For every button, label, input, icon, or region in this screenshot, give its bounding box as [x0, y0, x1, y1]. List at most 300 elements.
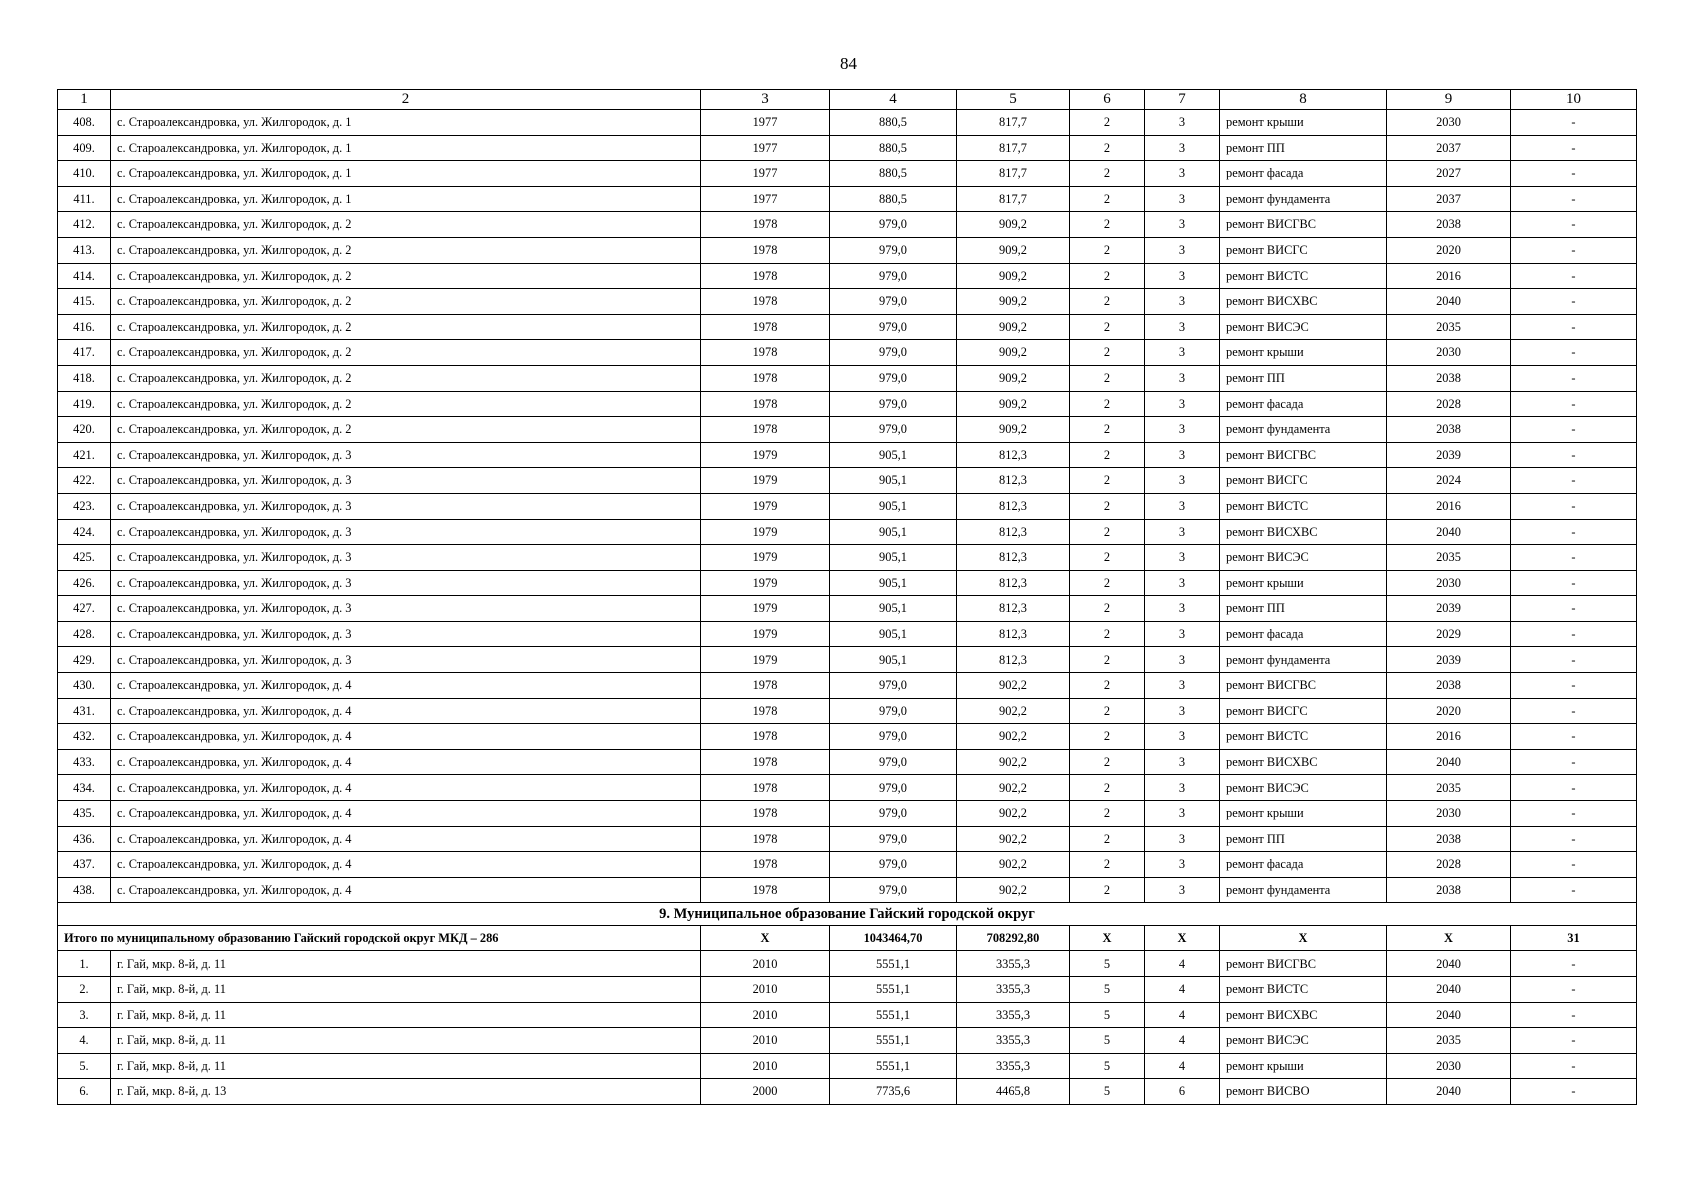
floors-cell: 2	[1070, 289, 1145, 315]
row-number: 1.	[58, 951, 111, 977]
year-planned-cell: 2040	[1387, 1002, 1511, 1028]
year-planned-cell: 2016	[1387, 493, 1511, 519]
year-planned-cell: 2024	[1387, 468, 1511, 494]
total-area-cell: 880,5	[830, 110, 957, 136]
year-cell: 1979	[701, 493, 830, 519]
floors-cell: 2	[1070, 698, 1145, 724]
row-number: 421.	[58, 442, 111, 468]
note-cell: -	[1511, 596, 1637, 622]
living-area-cell: 902,2	[957, 673, 1070, 699]
work-type-cell: ремонт фундамента	[1220, 186, 1387, 212]
living-area-cell: 817,7	[957, 110, 1070, 136]
year-cell: 1979	[701, 621, 830, 647]
living-area-cell: 902,2	[957, 775, 1070, 801]
year-planned-cell: 2040	[1387, 1079, 1511, 1105]
total-area-cell: 880,5	[830, 135, 957, 161]
year-planned-cell: 2030	[1387, 1053, 1511, 1079]
year-cell: 1979	[701, 647, 830, 673]
note-cell: -	[1511, 877, 1637, 903]
note-cell: -	[1511, 826, 1637, 852]
year-planned-cell: 2040	[1387, 977, 1511, 1003]
year-cell: 2000	[701, 1079, 830, 1105]
living-area-cell: 902,2	[957, 801, 1070, 827]
row-number: 5.	[58, 1053, 111, 1079]
row-number: 422.	[58, 468, 111, 494]
table-row	[58, 1079, 1637, 1105]
note-cell: -	[1511, 673, 1637, 699]
work-type-cell: ремонт ВИСЭС	[1220, 775, 1387, 801]
entrances-cell: 3	[1145, 519, 1220, 545]
note-cell: -	[1511, 340, 1637, 366]
note-cell: -	[1511, 951, 1637, 977]
work-type-cell: ремонт крыши	[1220, 801, 1387, 827]
work-type-cell: ремонт ВИСЭС	[1220, 314, 1387, 340]
total-cell: 31	[1511, 926, 1637, 951]
row-number: 432.	[58, 724, 111, 750]
floors-cell: 2	[1070, 468, 1145, 494]
year-planned-cell: 2039	[1387, 442, 1511, 468]
year-planned-cell: 2037	[1387, 186, 1511, 212]
total-area-cell: 979,0	[830, 775, 957, 801]
total-area-cell: 979,0	[830, 749, 957, 775]
column-header: 2	[111, 90, 701, 110]
entrances-cell: 3	[1145, 698, 1220, 724]
table-row	[58, 340, 1637, 366]
note-cell: -	[1511, 442, 1637, 468]
address-cell: с. Староалександровка, ул. Жилгородок, д. 4	[111, 673, 701, 699]
row-number: 413.	[58, 237, 111, 263]
work-type-cell: ремонт фундамента	[1220, 417, 1387, 443]
table-row	[58, 519, 1637, 545]
total-area-cell: 979,0	[830, 417, 957, 443]
address-cell: с. Староалександровка, ул. Жилгородок, д. 3	[111, 442, 701, 468]
entrances-cell: 3	[1145, 417, 1220, 443]
work-type-cell: ремонт крыши	[1220, 110, 1387, 136]
year-planned-cell: 2035	[1387, 314, 1511, 340]
row-number: 410.	[58, 161, 111, 187]
table-row	[58, 1002, 1637, 1028]
year-cell: 1979	[701, 570, 830, 596]
note-cell: -	[1511, 519, 1637, 545]
total-area-cell: 979,0	[830, 263, 957, 289]
row-number: 2.	[58, 977, 111, 1003]
floors-cell: 5	[1070, 951, 1145, 977]
work-type-cell: ремонт ВИСТС	[1220, 493, 1387, 519]
address-cell: г. Гай, мкр. 8-й, д. 11	[111, 951, 701, 977]
column-header: 9	[1387, 90, 1511, 110]
floors-cell: 2	[1070, 340, 1145, 366]
address-cell: с. Староалександровка, ул. Жилгородок, д. 2	[111, 237, 701, 263]
living-area-cell: 812,3	[957, 442, 1070, 468]
table-row	[58, 468, 1637, 494]
column-header: 8	[1220, 90, 1387, 110]
column-header: 6	[1070, 90, 1145, 110]
section-title: 9. Муниципальное образование Гайский городской округ	[58, 903, 1637, 926]
year-cell: 1978	[701, 673, 830, 699]
work-type-cell: ремонт ВИСГВС	[1220, 951, 1387, 977]
floors-cell: 2	[1070, 110, 1145, 136]
address-cell: с. Староалександровка, ул. Жилгородок, д. 4	[111, 698, 701, 724]
work-type-cell: ремонт ВИСГВС	[1220, 673, 1387, 699]
note-cell: -	[1511, 263, 1637, 289]
floors-cell: 5	[1070, 977, 1145, 1003]
work-type-cell: ремонт ВИСЭС	[1220, 1028, 1387, 1054]
table-row	[58, 493, 1637, 519]
floors-cell: 2	[1070, 647, 1145, 673]
note-cell: -	[1511, 801, 1637, 827]
entrances-cell: 3	[1145, 775, 1220, 801]
floors-cell: 2	[1070, 724, 1145, 750]
year-cell: 1978	[701, 340, 830, 366]
year-planned-cell: 2040	[1387, 289, 1511, 315]
total-area-cell: 905,1	[830, 442, 957, 468]
floors-cell: 2	[1070, 775, 1145, 801]
work-type-cell: ремонт ВИСТС	[1220, 263, 1387, 289]
total-area-cell: 905,1	[830, 621, 957, 647]
work-type-cell: ремонт крыши	[1220, 570, 1387, 596]
living-area-cell: 909,2	[957, 365, 1070, 391]
work-type-cell: ремонт крыши	[1220, 340, 1387, 366]
note-cell: -	[1511, 314, 1637, 340]
row-number: 430.	[58, 673, 111, 699]
total-area-cell: 905,1	[830, 468, 957, 494]
table-row	[58, 826, 1637, 852]
table-row	[58, 775, 1637, 801]
work-type-cell: ремонт фасада	[1220, 621, 1387, 647]
work-type-cell: ремонт ВИСГС	[1220, 698, 1387, 724]
section-heading-group	[58, 903, 1637, 951]
living-area-cell: 902,2	[957, 749, 1070, 775]
note-cell: -	[1511, 212, 1637, 238]
total-area-cell: 5551,1	[830, 1028, 957, 1054]
note-cell: -	[1511, 468, 1637, 494]
year-planned-cell: 2038	[1387, 826, 1511, 852]
table-row	[58, 698, 1637, 724]
living-area-cell: 909,2	[957, 391, 1070, 417]
address-cell: с. Староалександровка, ул. Жилгородок, д. 4	[111, 826, 701, 852]
table-row	[58, 545, 1637, 571]
row-number: 414.	[58, 263, 111, 289]
year-cell: 1978	[701, 698, 830, 724]
entrances-cell: 3	[1145, 647, 1220, 673]
living-area-cell: 909,2	[957, 314, 1070, 340]
living-area-cell: 909,2	[957, 289, 1070, 315]
floors-cell: 2	[1070, 135, 1145, 161]
table-row	[58, 724, 1637, 750]
entrances-cell: 3	[1145, 365, 1220, 391]
total-area-cell: 5551,1	[830, 951, 957, 977]
note-cell: -	[1511, 135, 1637, 161]
table-row	[58, 186, 1637, 212]
note-cell: -	[1511, 570, 1637, 596]
note-cell: -	[1511, 186, 1637, 212]
living-area-cell: 902,2	[957, 826, 1070, 852]
column-header: 10	[1511, 90, 1637, 110]
row-number: 3.	[58, 1002, 111, 1028]
total-area-cell: 979,0	[830, 877, 957, 903]
address-cell: с. Староалександровка, ул. Жилгородок, д. 1	[111, 161, 701, 187]
entrances-cell: 3	[1145, 340, 1220, 366]
floors-cell: 5	[1070, 1028, 1145, 1054]
year-cell: 1978	[701, 877, 830, 903]
total-area-cell: 5551,1	[830, 1053, 957, 1079]
table-row	[58, 391, 1637, 417]
year-cell: 1978	[701, 724, 830, 750]
year-cell: 1978	[701, 749, 830, 775]
floors-cell: 5	[1070, 1002, 1145, 1028]
living-area-cell: 909,2	[957, 340, 1070, 366]
year-cell: 1978	[701, 237, 830, 263]
table-row	[58, 951, 1637, 977]
address-cell: с. Староалександровка, ул. Жилгородок, д. 3	[111, 596, 701, 622]
year-planned-cell: 2038	[1387, 212, 1511, 238]
row-number: 436.	[58, 826, 111, 852]
living-area-cell: 812,3	[957, 596, 1070, 622]
table-row	[58, 621, 1637, 647]
floors-cell: 2	[1070, 852, 1145, 878]
entrances-cell: 4	[1145, 1053, 1220, 1079]
work-type-cell: ремонт ПП	[1220, 826, 1387, 852]
rows-section-8	[58, 110, 1637, 903]
entrances-cell: 3	[1145, 801, 1220, 827]
entrances-cell: 3	[1145, 186, 1220, 212]
address-cell: г. Гай, мкр. 8-й, д. 13	[111, 1079, 701, 1105]
entrances-cell: 3	[1145, 570, 1220, 596]
year-planned-cell: 2038	[1387, 417, 1511, 443]
work-type-cell: ремонт ВИСХВС	[1220, 749, 1387, 775]
year-cell: 2010	[701, 1028, 830, 1054]
year-cell: 1977	[701, 135, 830, 161]
year-planned-cell: 2039	[1387, 647, 1511, 673]
total-row	[58, 926, 1637, 951]
living-area-cell: 909,2	[957, 212, 1070, 238]
entrances-cell: 3	[1145, 621, 1220, 647]
total-area-cell: 979,0	[830, 391, 957, 417]
floors-cell: 2	[1070, 673, 1145, 699]
living-area-cell: 812,3	[957, 570, 1070, 596]
year-cell: 2010	[701, 1002, 830, 1028]
address-cell: с. Староалександровка, ул. Жилгородок, д. 2	[111, 391, 701, 417]
total-area-cell: 979,0	[830, 826, 957, 852]
year-planned-cell: 2016	[1387, 724, 1511, 750]
year-cell: 1978	[701, 365, 830, 391]
table-row	[58, 442, 1637, 468]
entrances-cell: 3	[1145, 391, 1220, 417]
work-type-cell: ремонт ПП	[1220, 365, 1387, 391]
year-cell: 1979	[701, 442, 830, 468]
address-cell: с. Староалександровка, ул. Жилгородок, д. 4	[111, 749, 701, 775]
column-header: 3	[701, 90, 830, 110]
year-cell: 1978	[701, 391, 830, 417]
entrances-cell: 3	[1145, 135, 1220, 161]
work-type-cell: ремонт крыши	[1220, 1053, 1387, 1079]
floors-cell: 2	[1070, 801, 1145, 827]
row-number: 438.	[58, 877, 111, 903]
year-planned-cell: 2035	[1387, 1028, 1511, 1054]
entrances-cell: 3	[1145, 724, 1220, 750]
total-area-cell: 5551,1	[830, 977, 957, 1003]
floors-cell: 2	[1070, 877, 1145, 903]
address-cell: с. Староалександровка, ул. Жилгородок, д. 4	[111, 801, 701, 827]
year-planned-cell: 2020	[1387, 237, 1511, 263]
floors-cell: 2	[1070, 263, 1145, 289]
living-area-cell: 812,3	[957, 545, 1070, 571]
living-area-cell: 817,7	[957, 186, 1070, 212]
living-area-cell: 909,2	[957, 417, 1070, 443]
row-number: 412.	[58, 212, 111, 238]
year-cell: 2010	[701, 977, 830, 1003]
row-number: 417.	[58, 340, 111, 366]
work-type-cell: ремонт фасада	[1220, 161, 1387, 187]
address-cell: с. Староалександровка, ул. Жилгородок, д. 4	[111, 852, 701, 878]
floors-cell: 2	[1070, 237, 1145, 263]
address-cell: с. Староалександровка, ул. Жилгородок, д. 3	[111, 493, 701, 519]
entrances-cell: 4	[1145, 951, 1220, 977]
year-cell: 1978	[701, 263, 830, 289]
table-row	[58, 212, 1637, 238]
floors-cell: 2	[1070, 519, 1145, 545]
row-number: 431.	[58, 698, 111, 724]
table-row	[58, 135, 1637, 161]
living-area-cell: 909,2	[957, 263, 1070, 289]
year-cell: 2010	[701, 1053, 830, 1079]
total-label: Итого по муниципальному образованию Гайский городской округ МКД – 286	[58, 926, 701, 951]
address-cell: с. Староалександровка, ул. Жилгородок, д. 2	[111, 340, 701, 366]
work-type-cell: ремонт ПП	[1220, 596, 1387, 622]
year-planned-cell: 2029	[1387, 621, 1511, 647]
living-area-cell: 817,7	[957, 161, 1070, 187]
work-type-cell: ремонт ВИСГС	[1220, 237, 1387, 263]
total-cell: X	[1220, 926, 1387, 951]
row-number: 408.	[58, 110, 111, 136]
note-cell: -	[1511, 417, 1637, 443]
floors-cell: 2	[1070, 161, 1145, 187]
address-cell: с. Староалександровка, ул. Жилгородок, д. 4	[111, 724, 701, 750]
year-cell: 1979	[701, 468, 830, 494]
table-row	[58, 673, 1637, 699]
address-cell: с. Староалександровка, ул. Жилгородок, д. 1	[111, 110, 701, 136]
row-number: 416.	[58, 314, 111, 340]
row-number: 411.	[58, 186, 111, 212]
floors-cell: 2	[1070, 545, 1145, 571]
entrances-cell: 3	[1145, 314, 1220, 340]
row-number: 409.	[58, 135, 111, 161]
section-heading-row	[58, 903, 1637, 926]
entrances-cell: 3	[1145, 826, 1220, 852]
total-cell: X	[1387, 926, 1511, 951]
column-header: 1	[58, 90, 111, 110]
living-area-cell: 902,2	[957, 724, 1070, 750]
floors-cell: 2	[1070, 596, 1145, 622]
total-area-cell: 979,0	[830, 340, 957, 366]
entrances-cell: 3	[1145, 212, 1220, 238]
living-area-cell: 812,3	[957, 621, 1070, 647]
row-number: 435.	[58, 801, 111, 827]
floors-cell: 2	[1070, 186, 1145, 212]
year-cell: 1978	[701, 289, 830, 315]
entrances-cell: 3	[1145, 545, 1220, 571]
row-number: 424.	[58, 519, 111, 545]
floors-cell: 2	[1070, 621, 1145, 647]
entrances-cell: 3	[1145, 852, 1220, 878]
year-cell: 1977	[701, 110, 830, 136]
total-cell: X	[1145, 926, 1220, 951]
table-row	[58, 161, 1637, 187]
row-number: 418.	[58, 365, 111, 391]
entrances-cell: 3	[1145, 161, 1220, 187]
year-cell: 1979	[701, 596, 830, 622]
note-cell: -	[1511, 365, 1637, 391]
note-cell: -	[1511, 977, 1637, 1003]
work-type-cell: ремонт ВИСВО	[1220, 1079, 1387, 1105]
year-planned-cell: 2038	[1387, 365, 1511, 391]
entrances-cell: 3	[1145, 289, 1220, 315]
living-area-cell: 812,3	[957, 647, 1070, 673]
note-cell: -	[1511, 110, 1637, 136]
work-type-cell: ремонт фундамента	[1220, 877, 1387, 903]
work-type-cell: ремонт ВИСХВС	[1220, 1002, 1387, 1028]
living-area-cell: 3355,3	[957, 1053, 1070, 1079]
entrances-cell: 3	[1145, 468, 1220, 494]
work-type-cell: ремонт ВИСХВС	[1220, 289, 1387, 315]
floors-cell: 2	[1070, 417, 1145, 443]
entrances-cell: 4	[1145, 1028, 1220, 1054]
row-number: 433.	[58, 749, 111, 775]
floors-cell: 2	[1070, 314, 1145, 340]
living-area-cell: 902,2	[957, 852, 1070, 878]
year-cell: 1977	[701, 186, 830, 212]
year-planned-cell: 2028	[1387, 852, 1511, 878]
year-planned-cell: 2027	[1387, 161, 1511, 187]
note-cell: -	[1511, 1028, 1637, 1054]
total-area-cell: 979,0	[830, 314, 957, 340]
rows-section-9	[58, 951, 1637, 1105]
note-cell: -	[1511, 493, 1637, 519]
table-row	[58, 365, 1637, 391]
year-cell: 1978	[701, 775, 830, 801]
total-area-cell: 979,0	[830, 698, 957, 724]
row-number: 428.	[58, 621, 111, 647]
table-row	[58, 570, 1637, 596]
year-cell: 1978	[701, 314, 830, 340]
entrances-cell: 3	[1145, 110, 1220, 136]
year-cell: 1979	[701, 545, 830, 571]
year-planned-cell: 2040	[1387, 519, 1511, 545]
column-header: 4	[830, 90, 957, 110]
table-row	[58, 289, 1637, 315]
address-cell: г. Гай, мкр. 8-й, д. 11	[111, 977, 701, 1003]
row-number: 420.	[58, 417, 111, 443]
living-area-cell: 4465,8	[957, 1079, 1070, 1105]
page-number: 84	[840, 54, 857, 73]
entrances-cell: 3	[1145, 263, 1220, 289]
entrances-cell: 6	[1145, 1079, 1220, 1105]
work-type-cell: ремонт ВИСХВС	[1220, 519, 1387, 545]
total-cell: 1043464,70	[830, 926, 957, 951]
year-cell: 1978	[701, 801, 830, 827]
address-cell: с. Староалександровка, ул. Жилгородок, д. 2	[111, 314, 701, 340]
year-planned-cell: 2040	[1387, 951, 1511, 977]
note-cell: -	[1511, 391, 1637, 417]
row-number: 429.	[58, 647, 111, 673]
work-type-cell: ремонт ПП	[1220, 135, 1387, 161]
table-row	[58, 1028, 1637, 1054]
total-area-cell: 979,0	[830, 237, 957, 263]
year-cell: 2010	[701, 951, 830, 977]
year-cell: 1978	[701, 852, 830, 878]
total-area-cell: 905,1	[830, 545, 957, 571]
note-cell: -	[1511, 237, 1637, 263]
